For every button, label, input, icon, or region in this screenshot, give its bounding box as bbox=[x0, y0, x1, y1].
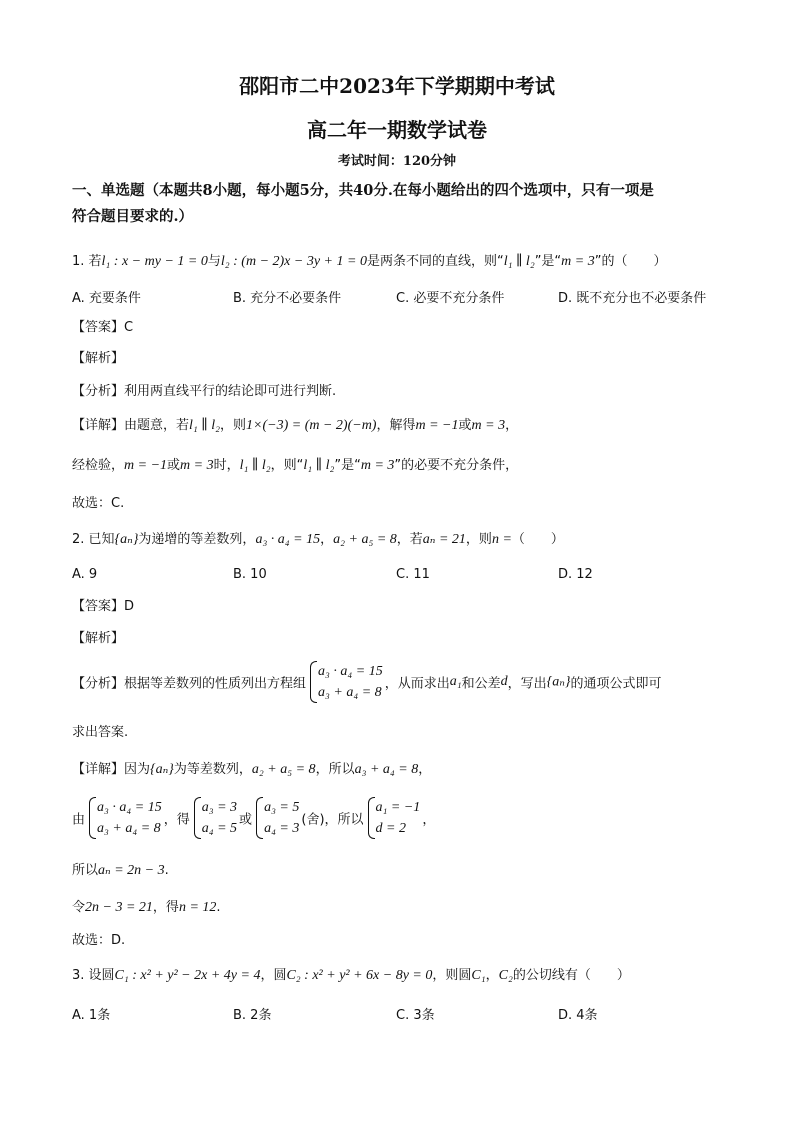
q3-text2: ，则圆 bbox=[432, 968, 472, 983]
q2-d4-b: ，得 bbox=[152, 900, 179, 915]
q2-option-b[interactable]: B. 10 bbox=[233, 567, 267, 582]
q1-text-mid2: ”是“ bbox=[534, 254, 562, 269]
q2-d2-huo: 或 bbox=[239, 812, 253, 828]
q1-num: 1. 若 bbox=[72, 254, 102, 269]
q3-text4: 的公切线有（ ） bbox=[512, 968, 630, 983]
q3-option-d[interactable]: D. 4条 bbox=[558, 1008, 598, 1023]
q2-eq4: n = bbox=[491, 532, 512, 547]
q1-d2-m1: m = −1 bbox=[124, 458, 168, 473]
q1-detail-2 bbox=[72, 457, 732, 475]
q2-d4-eq2: n = 12 bbox=[178, 900, 217, 915]
q2-eq3: aₙ = 21 bbox=[422, 532, 466, 547]
question-1-stem bbox=[72, 253, 732, 271]
q1-option-a[interactable]: A. 充要条件 bbox=[72, 291, 141, 306]
detail-tag: 【详解】 bbox=[72, 762, 125, 777]
q1-d1-b: ，则 bbox=[220, 418, 247, 433]
q1-analysis-tag: 【解析】 bbox=[72, 351, 125, 366]
q2-d1-d: ， bbox=[418, 762, 432, 777]
q2-system-1 bbox=[87, 797, 162, 839]
exam-title: 邵阳市二中2023年下学期期中考试 bbox=[239, 74, 555, 98]
q1-d1-m1: m = −1 bbox=[415, 418, 459, 433]
q2-d1-eq: a₂ + a₅ = 8 bbox=[251, 762, 316, 777]
q2-d4-eq: 2n − 3 = 21 bbox=[85, 900, 153, 915]
q2-option-a[interactable]: A. 9 bbox=[72, 567, 98, 582]
q1-d2-or: 或 bbox=[167, 458, 181, 473]
q1-option-c[interactable]: C. 必要不充分条件 bbox=[396, 291, 505, 306]
q2-d2-end: ， bbox=[422, 812, 436, 828]
q2-sys4-r2: d = 2 bbox=[375, 821, 406, 836]
q1-d2-a: 经检验， bbox=[72, 458, 125, 473]
q3-option-c[interactable]: C. 3条 bbox=[396, 1008, 435, 1023]
q2-system-2 bbox=[192, 797, 237, 839]
section-heading bbox=[72, 178, 722, 230]
q1-parallel: l₁ ∥ l₂ bbox=[503, 254, 535, 269]
q1-d1-par: l₁ ∥ l₂ bbox=[189, 418, 221, 433]
q2-fenxi-system bbox=[308, 661, 383, 703]
q2-d3-b: . bbox=[164, 863, 169, 878]
q3-num: 3. 设圆 bbox=[72, 968, 115, 983]
q2-d1-a: 因为 bbox=[124, 762, 151, 777]
q2-d2-you: 由 bbox=[72, 812, 86, 828]
detail-tag: 【详解】 bbox=[72, 418, 125, 433]
section-heading-line2: 符合题目要求的.） bbox=[72, 208, 194, 225]
q1-d1-d: ， bbox=[505, 418, 519, 433]
q1-option-d[interactable]: D. 既不充分也不必要条件 bbox=[558, 291, 707, 306]
q1-d1-eq: 1×(−3) = (m − 2)(−m) bbox=[246, 418, 377, 433]
q1-d1-m2: m = 3 bbox=[471, 418, 506, 433]
q2-d3-eq: aₙ = 2n − 3 bbox=[98, 863, 165, 878]
fenxi-tag: 【分析】 bbox=[72, 676, 125, 692]
q2-d2-she: (舍)，所以 bbox=[301, 812, 364, 828]
q3-option-b[interactable]: B. 2条 bbox=[233, 1008, 272, 1023]
question-3-stem bbox=[72, 967, 732, 985]
q2-choose: 故选：D. bbox=[72, 933, 126, 948]
answer-tag: 【答案】 bbox=[72, 599, 125, 614]
q2-d1-b: 为等差数列， bbox=[173, 762, 252, 777]
q3-c2: C₂ : x² + y² + 6x − 8y = 0 bbox=[286, 968, 433, 983]
q1-choose: 故选：C. bbox=[72, 496, 125, 511]
q1-option-b[interactable]: B. 充分不必要条件 bbox=[233, 291, 342, 306]
question-2-stem bbox=[72, 531, 732, 549]
q1-d2-m2: m = 3 bbox=[180, 458, 214, 473]
q3-option-a[interactable]: A. 1条 bbox=[72, 1008, 111, 1023]
q2-d1-eq2: a₃ + a₄ = 8 bbox=[354, 762, 419, 777]
q2-text2: ，若 bbox=[396, 532, 423, 547]
q2-sys3-r2: a₄ = 3 bbox=[264, 821, 300, 836]
q2-fenxi-f: 的通项公式即可 bbox=[570, 676, 662, 692]
q2-detail-1 bbox=[72, 761, 732, 779]
q2-sys2-r2: a₄ = 5 bbox=[201, 821, 238, 836]
q1-answer-value: C bbox=[124, 320, 134, 335]
q2-sys2-r1: a₃ = 3 bbox=[201, 800, 238, 815]
q2-d4-a: 令 bbox=[72, 900, 86, 915]
q2-text1: 为递增的等差数列， bbox=[138, 532, 256, 547]
q2-d2-de: ，得 bbox=[163, 812, 190, 828]
q1-cond: m = 3 bbox=[561, 254, 595, 269]
q1-d2-b: 时， bbox=[213, 458, 240, 473]
q2-answer bbox=[72, 598, 732, 616]
q1-detail-1 bbox=[72, 417, 732, 435]
q2-seq: {aₙ} bbox=[114, 532, 139, 547]
answer-tag: 【答案】 bbox=[72, 320, 125, 335]
q2-d3-a: 所以 bbox=[72, 863, 99, 878]
q1-d2-d: ”是“ bbox=[334, 458, 361, 473]
fenxi-tag: 【分析】 bbox=[72, 384, 125, 399]
q2-fenxi-sys-r2: a₃ + a₄ = 8 bbox=[318, 685, 382, 700]
q1-d1-a: 由题意，若 bbox=[124, 418, 190, 433]
q2-fenxi-e: ，写出 bbox=[507, 676, 547, 692]
q1-and: 与 bbox=[207, 254, 221, 269]
q1-d2-e: ”的必要不充分条件， bbox=[394, 458, 519, 473]
q2-fenxi-sys-r1: a₃ · a₄ = 15 bbox=[318, 664, 383, 679]
q1-d2-c: ，则“ bbox=[270, 458, 304, 473]
q1-d2-cond: m = 3 bbox=[360, 458, 395, 473]
q1-line2-eq: l₂ : (m − 2)x − 3y + 1 = 0 bbox=[220, 254, 367, 269]
q2-eq2: a₂ + a₅ = 8 bbox=[333, 532, 397, 547]
q1-d1-c: ，解得 bbox=[376, 418, 416, 433]
q3-text1: ，圆 bbox=[260, 968, 287, 983]
q1-text-end: ”的（ ） bbox=[594, 254, 667, 269]
q3-text3: ， bbox=[485, 968, 499, 983]
q2-fenxi-a1: a₁ bbox=[449, 674, 462, 689]
q2-eq1: a₃ · a₄ = 15 bbox=[255, 532, 321, 547]
q2-text4: （ ） bbox=[511, 532, 564, 547]
q2-sys3-r1: a₃ = 5 bbox=[264, 800, 300, 815]
q1-line1-eq: l₁ : x − my − 1 = 0 bbox=[101, 254, 208, 269]
q2-system-4 bbox=[366, 797, 421, 839]
q2-comma1: ， bbox=[320, 532, 334, 547]
q2-sys1-r2: a₃ + a₄ = 8 bbox=[97, 821, 161, 836]
q3-c2s: C₂ bbox=[498, 968, 513, 983]
q1-fenxi bbox=[72, 383, 732, 401]
q3-c1: C₁ : x² + y² − 2x + 4y = 4 bbox=[114, 968, 261, 983]
q1-d2-par: l₁ ∥ l₂ bbox=[239, 458, 271, 473]
q2-detail-4 bbox=[72, 899, 732, 917]
q2-fenxi bbox=[72, 661, 662, 703]
q2-d1-c: ，所以 bbox=[315, 762, 355, 777]
q2-option-d[interactable]: D. 12 bbox=[558, 567, 593, 582]
q2-fenxi-seq: {aₙ} bbox=[546, 674, 571, 690]
q2-fenxi-d: d bbox=[500, 674, 508, 689]
q2-analysis-tag: 【解析】 bbox=[72, 631, 125, 646]
exam-subtitle: 高二年一期数学试卷 bbox=[307, 118, 487, 142]
q2-num: 2. 已知 bbox=[72, 532, 115, 547]
q3-c1s: C₁ bbox=[471, 968, 486, 983]
q1-text-mid: 是两条不同的直线，则“ bbox=[366, 254, 504, 269]
q1-d2-par2: l₁ ∥ l₂ bbox=[303, 458, 335, 473]
q2-answer-value: D bbox=[124, 599, 135, 614]
q2-text3: ，则 bbox=[465, 532, 492, 547]
q2-fenxi-c: 和公差 bbox=[461, 676, 501, 692]
q2-sys1-r1: a₃ · a₄ = 15 bbox=[97, 800, 162, 815]
q2-sys4-r1: a₁ = −1 bbox=[375, 800, 421, 815]
q1-answer bbox=[72, 319, 732, 337]
q2-detail-2 bbox=[72, 797, 435, 839]
q1-fenxi-text: 利用两直线平行的结论即可进行判断. bbox=[124, 384, 337, 399]
q2-option-c[interactable]: C. 11 bbox=[396, 567, 430, 582]
q2-d1-seq: {aₙ} bbox=[150, 762, 174, 777]
q2-system-3 bbox=[254, 797, 299, 839]
exam-time: 考试时间：120分钟 bbox=[337, 154, 457, 169]
section-heading-line1: 一、单选题（本题共8小题，每小题5分，共40分.在每小题给出的四个选项中，只有一项是 bbox=[72, 182, 654, 199]
q2-fenxi-line2: 求出答案. bbox=[72, 725, 129, 740]
q2-detail-3 bbox=[72, 862, 732, 880]
q2-fenxi-a: 根据等差数列的性质列出方程组 bbox=[124, 676, 307, 692]
q2-fenxi-b: ，从而求出 bbox=[384, 676, 450, 692]
q2-d4-c: . bbox=[216, 900, 221, 915]
q1-d1-or: 或 bbox=[458, 418, 472, 433]
